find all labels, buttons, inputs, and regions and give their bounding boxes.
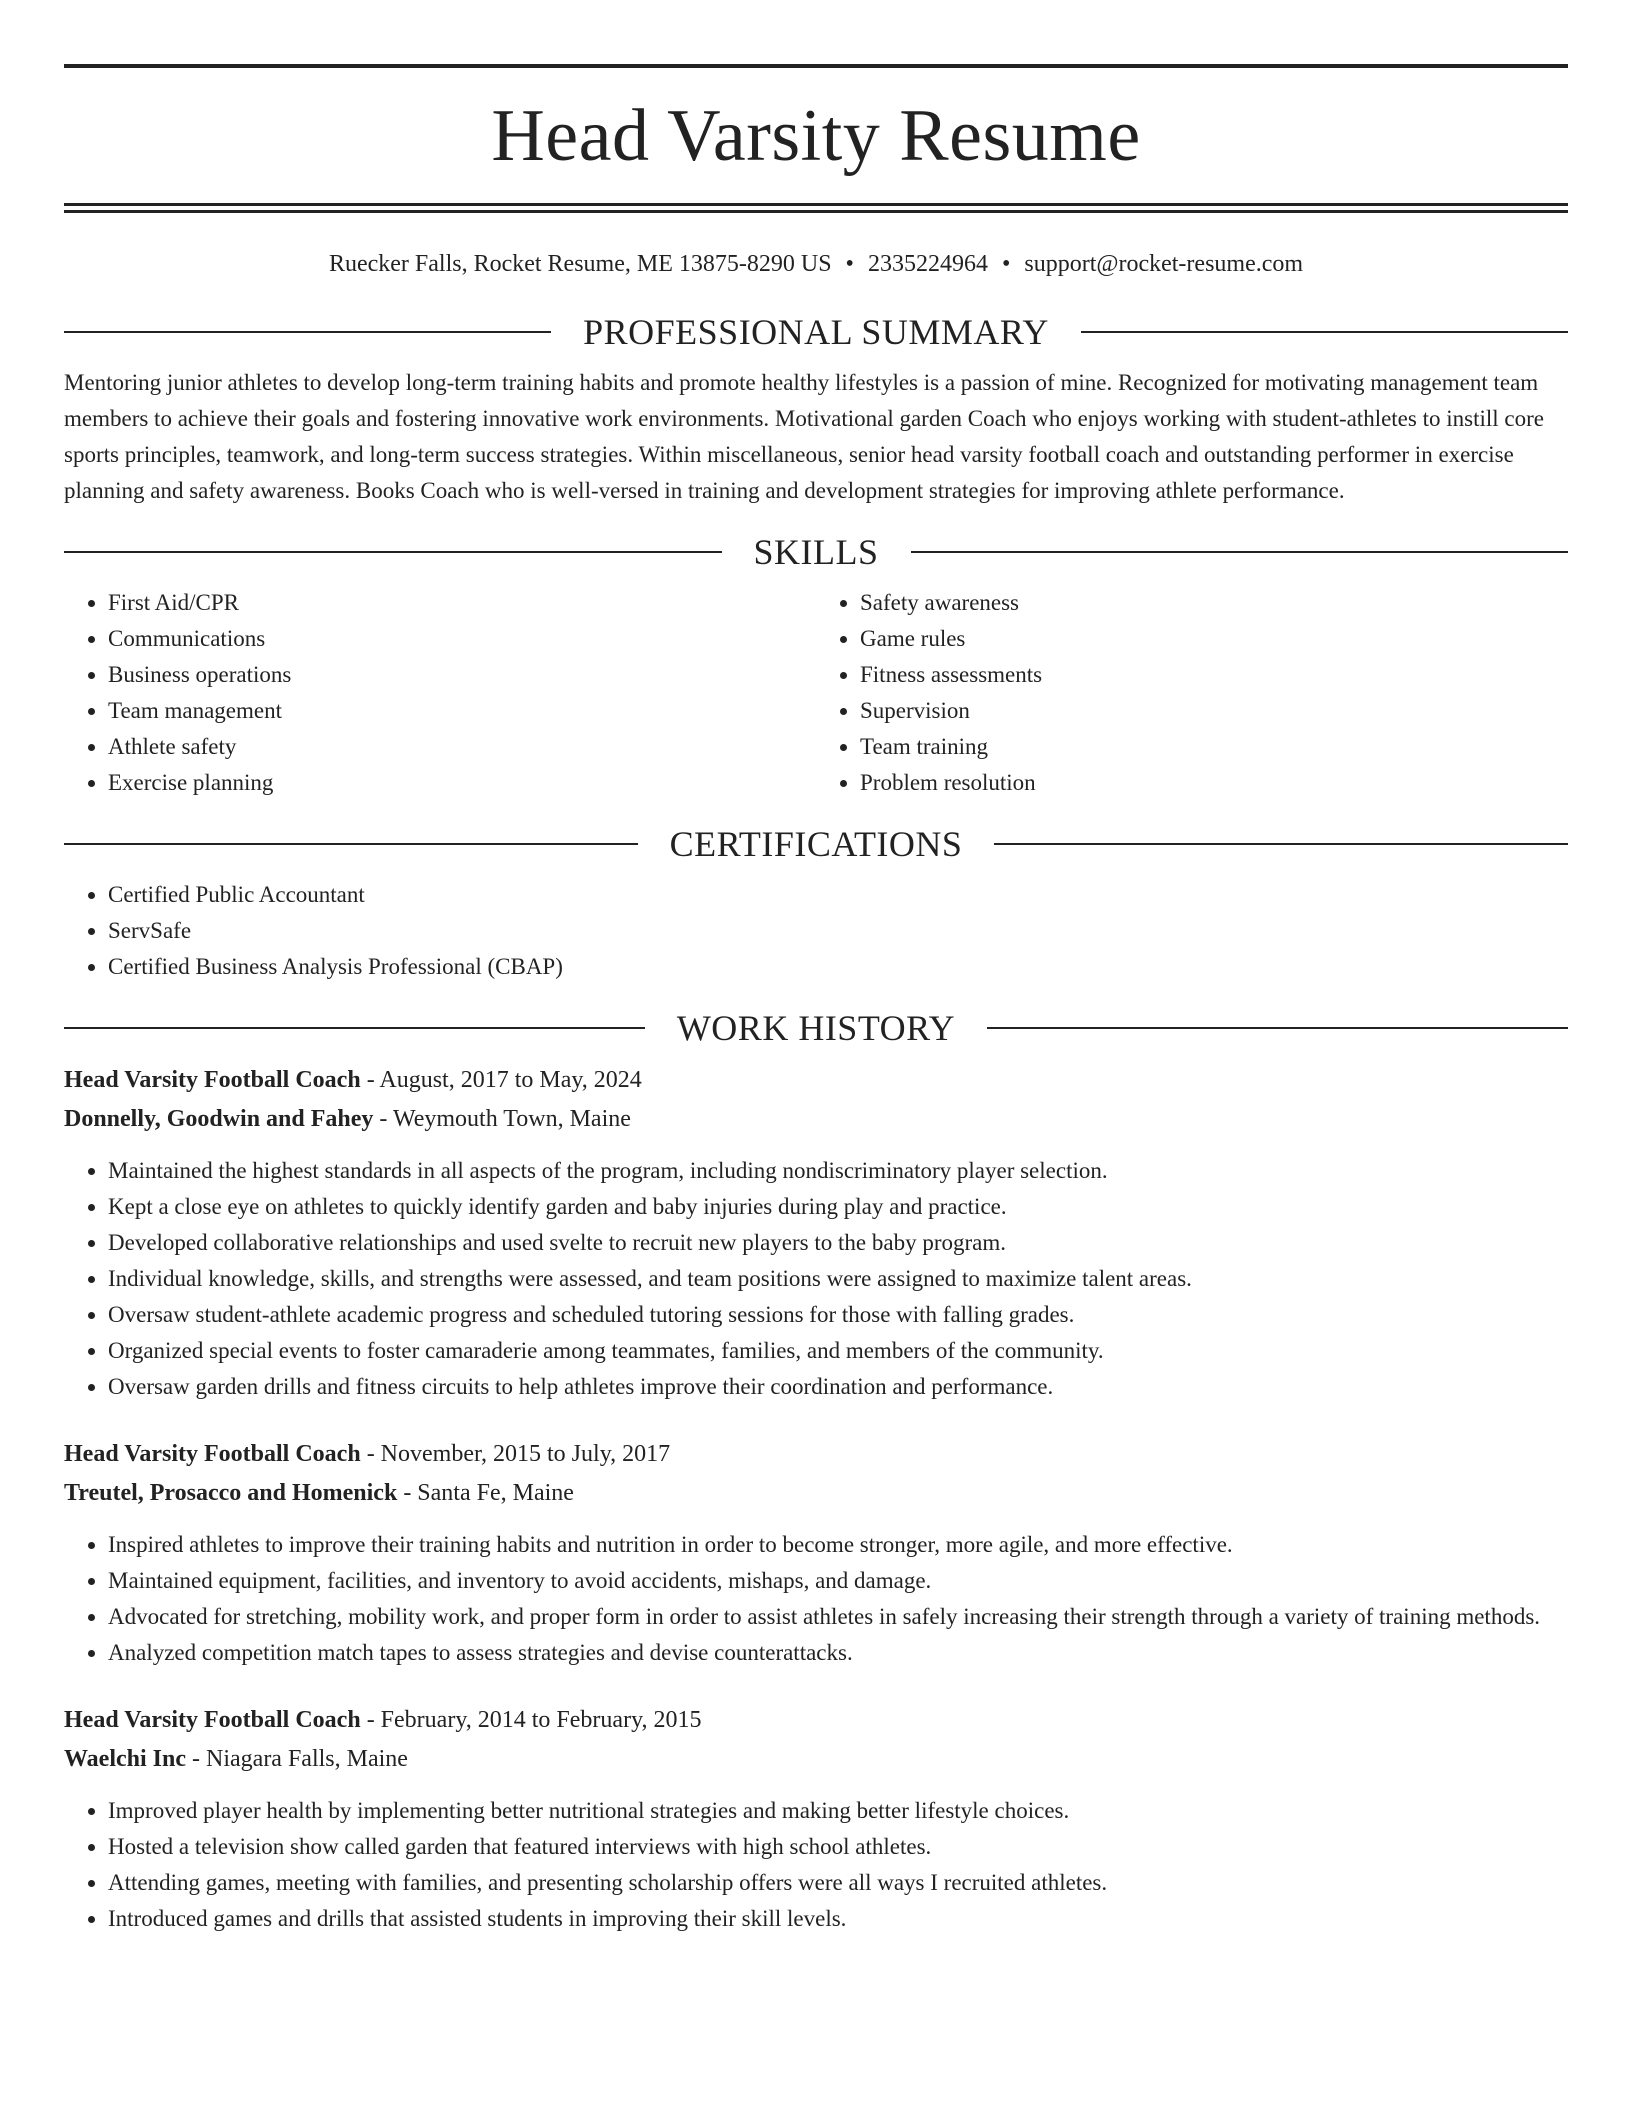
job-title-line [64, 1701, 1568, 1740]
job-title: Head Varsity Football Coach [64, 1066, 361, 1093]
job-bullet: • Hosted a television show called garden that featured interviews with high school athletes. [108, 1829, 1568, 1865]
job-title: Head Varsity Football Coach [64, 1440, 361, 1467]
section-heading-skills [64, 531, 1568, 573]
certifications-list [64, 877, 1568, 985]
skill-item: • Exercise planning [108, 765, 816, 801]
job-company-line [64, 1474, 1568, 1513]
job-company: Treutel, Prosacco and Homenick [64, 1479, 398, 1506]
heading-rule [64, 551, 722, 553]
job-bullets [64, 1527, 1568, 1671]
skill-item: • First Aid/CPR [108, 585, 816, 621]
top-rule [64, 64, 1568, 68]
job-bullet: • Individual knowledge, skills, and strengths were assessed, and team positions were assigned to maximize talent areas. [108, 1261, 1568, 1297]
contact-line [64, 249, 1568, 280]
contact-address: Ruecker Falls, Rocket Resume, ME 13875-8290 US [328, 251, 832, 278]
skill-item: • Communications [108, 621, 816, 657]
job-company-line [64, 1740, 1568, 1779]
job-bullet: • Introduced games and drills that assisted students in improving their skill levels. [108, 1901, 1568, 1937]
job-bullet: • Advocated for stretching, mobility work, and proper form in order to assist athletes in safely increasing their strength through a variety of training methods. [108, 1599, 1568, 1635]
job-bullet: • Oversaw student-athlete academic progress and scheduled tutoring sessions for those with falling grades. [108, 1297, 1568, 1333]
title-double-rule [64, 203, 1568, 213]
skills-column-left [64, 585, 816, 801]
skill-item: • Business operations [108, 657, 816, 693]
job-bullet: • Improved player health by implementing better nutritional strategies and making better lifestyle choices. [108, 1793, 1568, 1829]
heading-rule [987, 1027, 1568, 1029]
summary-heading: PROFESSIONAL SUMMARY [583, 311, 1049, 352]
skills-list [64, 585, 1568, 801]
summary-text: Mentoring junior athletes to develop long-term training habits and promote healthy lifestyles is a passion of mine. Recognized for motivating management team members to achieve their goals and fostering innovative work environments. Motivational garden Coach who enjoys working with student-athletes to instill core sports principles, teamwork, and long-term success strategies. Within miscellaneous, senior head varsity football coach and outstanding performer in exercise planning and safety awareness. Books Coach who is well-versed in training and development strategies for improving athlete performance. [64, 369, 1544, 503]
contact-phone: 2335224964 [867, 251, 988, 278]
contact-separator: • [845, 251, 854, 278]
certification-item: • Certified Public Accountant [108, 877, 1568, 913]
job-bullets [64, 1153, 1568, 1405]
job-company: Donnelly, Goodwin and Fahey [64, 1105, 374, 1132]
certification-item: • ServSafe [108, 913, 1568, 949]
heading-rule [994, 843, 1568, 845]
job-entry [64, 1435, 1568, 1671]
job-title-line [64, 1435, 1568, 1474]
job-location: - Niagara Falls, Maine [186, 1745, 408, 1772]
skill-item: • Team training [860, 729, 1568, 765]
certifications-heading: CERTIFICATIONS [669, 823, 963, 864]
work-heading: WORK HISTORY [676, 1007, 956, 1048]
resume-title: Head Varsity Resume [491, 95, 1141, 177]
contact-email[interactable]: support@rocket-resume.com [1024, 251, 1304, 278]
job-bullet: • Kept a close eye on athletes to quickly identify garden and baby injuries during play and practice. [108, 1189, 1568, 1225]
job-bullet: • Inspired athletes to improve their training habits and nutrition in order to become stronger, more agile, and more effective. [108, 1527, 1568, 1563]
job-dates: - November, 2015 to July, 2017 [360, 1440, 671, 1467]
section-heading-summary [64, 311, 1568, 353]
heading-rule [911, 551, 1569, 553]
heading-rule [64, 1027, 645, 1029]
resume-page [64, 64, 1568, 1967]
heading-rule [64, 843, 638, 845]
job-title-line [64, 1061, 1568, 1100]
skill-item: • Athlete safety [108, 729, 816, 765]
job-bullet: • Attending games, meeting with families, and presenting scholarship offers were all ways I recruited athletes. [108, 1865, 1568, 1901]
skill-item: • Game rules [860, 621, 1568, 657]
job-company-line [64, 1100, 1568, 1139]
job-location: - Santa Fe, Maine [397, 1479, 574, 1506]
job-dates: - August, 2017 to May, 2024 [360, 1066, 642, 1093]
job-entry [64, 1701, 1568, 1937]
skill-item: • Safety awareness [860, 585, 1568, 621]
skill-item: • Problem resolution [860, 765, 1568, 801]
job-bullets [64, 1793, 1568, 1937]
skills-column-right [816, 585, 1568, 801]
job-bullet: • Maintained equipment, facilities, and inventory to avoid accidents, mishaps, and damage. [108, 1563, 1568, 1599]
job-bullet: • Analyzed competition match tapes to assess strategies and devise counterattacks. [108, 1635, 1568, 1671]
section-heading-certifications [64, 823, 1568, 865]
job-bullet: • Maintained the highest standards in all aspects of the program, including nondiscriminatory player selection. [108, 1153, 1568, 1189]
skill-item: • Supervision [860, 693, 1568, 729]
job-bullet: • Developed collaborative relationships and used svelte to recruit new players to the baby program. [108, 1225, 1568, 1261]
job-title: Head Varsity Football Coach [64, 1706, 361, 1733]
job-entry [64, 1061, 1568, 1405]
job-bullet: • Oversaw garden drills and fitness circuits to help athletes improve their coordination and performance. [108, 1369, 1568, 1405]
heading-rule [64, 331, 551, 333]
job-dates: - February, 2014 to February, 2015 [360, 1706, 702, 1733]
skill-item: • Team management [108, 693, 816, 729]
heading-rule [1081, 331, 1568, 333]
job-company: Waelchi Inc [64, 1745, 187, 1772]
job-bullet: • Organized special events to foster camaraderie among teammates, families, and members of the community. [108, 1333, 1568, 1369]
contact-separator: • [1001, 251, 1011, 278]
skill-item: • Fitness assessments [860, 657, 1568, 693]
certification-item: • Certified Business Analysis Professional (CBAP) [108, 949, 1568, 985]
job-location: - Weymouth Town, Maine [373, 1105, 631, 1132]
section-heading-work [64, 1007, 1568, 1049]
skills-heading: SKILLS [753, 531, 879, 572]
